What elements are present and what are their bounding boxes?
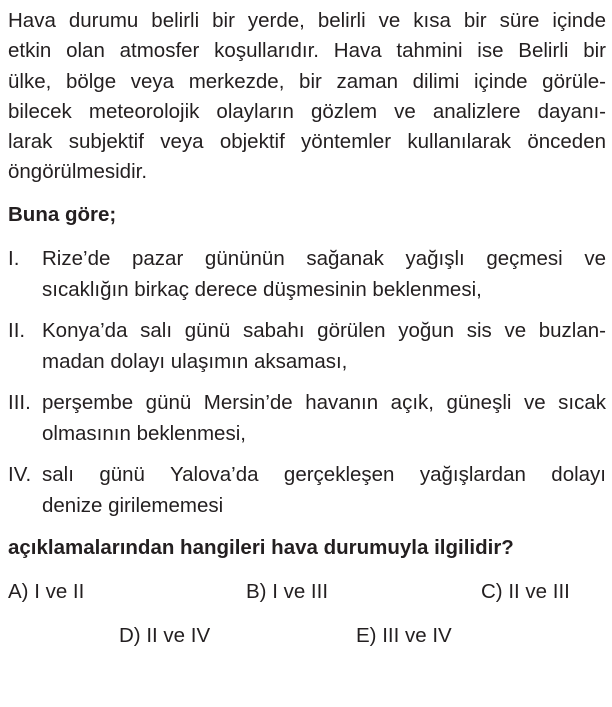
statement-line: olmasının beklenmesi,	[42, 421, 246, 445]
question-block	[8, 6, 606, 664]
statement-line: salı günü Yalova’da gerçekleşen yağışlardan dolayı	[42, 462, 606, 486]
statement-line: denize girilememesi	[42, 493, 224, 517]
option-a[interactable]: A) I ve II	[8, 579, 85, 603]
intro-paragraph	[8, 6, 606, 188]
lead-text: Buna göre;	[8, 202, 117, 226]
statement-numeral: IV.	[8, 462, 32, 486]
statement-text	[42, 459, 606, 521]
option-e[interactable]: E) III ve IV	[356, 623, 452, 647]
option-c[interactable]: C) II ve III	[481, 579, 570, 603]
statement-list	[8, 243, 606, 521]
intro-line: larak subjektif veya objektif yöntemler kullanılarak önceden	[8, 130, 606, 154]
statement-numeral: I.	[8, 246, 20, 270]
statement-iii	[8, 387, 606, 449]
statement-line: Konya’da salı günü sabahı görülen yoğun sis ve buzlan-	[42, 318, 606, 342]
intro-line: etkin olan atmosfer koşullarıdır. Hava tahmini ise Belirli bir	[8, 39, 606, 63]
statement-numeral: II.	[8, 318, 26, 342]
statement-text	[42, 315, 606, 377]
option-b[interactable]: B) I ve III	[246, 579, 329, 603]
statement-numeral: III.	[8, 390, 31, 414]
intro-line: bilecek meteorolojik olayların gözlem ve analizlere dayanı-	[8, 99, 606, 123]
statement-ii	[8, 315, 606, 377]
intro-line: Hava durumu belirli bir yerde, belirli ve kısa bir süre içinde	[8, 9, 606, 32]
statement-line: Rize’de pazar gününün sağanak yağışlı geçmesi ve	[42, 246, 606, 270]
statement-text	[42, 387, 606, 449]
intro-line: öngörülmesidir.	[8, 160, 148, 184]
answer-options	[8, 574, 606, 664]
option-d[interactable]: D) II ve IV	[119, 623, 211, 647]
question-prompt: açıklamalarından hangileri hava durumuyla ilgilidir?	[8, 535, 514, 559]
statement-iv	[8, 459, 606, 521]
statement-text	[42, 243, 606, 305]
statement-i	[8, 243, 606, 305]
statement-line: madan dolayı ulaşımın aksaması,	[42, 349, 348, 373]
statement-line: perşembe günü Mersin’de havanın açık, güneşli ve sıcak	[42, 390, 606, 414]
intro-line: ülke, bölge veya merkezde, bir zaman dilimi içinde görüle-	[8, 69, 606, 93]
statement-line: sıcaklığın birkaç derece düşmesinin beklenmesi,	[42, 277, 482, 301]
